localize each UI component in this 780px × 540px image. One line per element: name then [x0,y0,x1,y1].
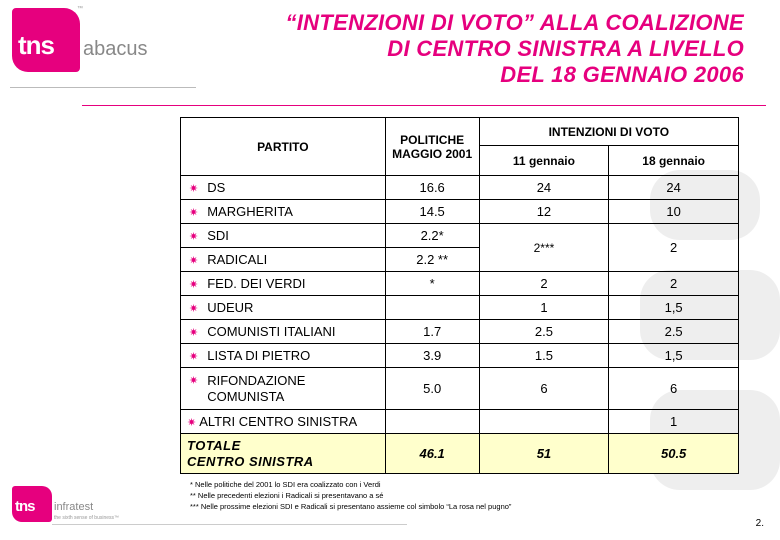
tns-abacus-logo [12,8,192,78]
bullet-icon: ✷ [189,207,199,219]
table-row [181,176,739,200]
politiche-value: 14.5 [385,200,479,224]
bottom-divider [52,524,407,525]
politiche-value: 3.9 [385,344,479,368]
total-row [181,434,739,474]
table-row [181,296,739,320]
footnote-2: ** Nelle precedenti elezioni i Radicali si presentavano a sé [190,491,384,500]
party-name: SDI [207,228,229,243]
total-11: 51 [479,434,609,474]
value-11: 1 [479,296,609,320]
party-name-line-1: RIFONDAZIONE [207,372,306,388]
politiche-value: * [385,272,479,296]
value-18: 1,5 [609,344,739,368]
page-title [204,10,744,88]
value-11 [479,410,609,434]
value-18: 1,5 [609,296,739,320]
party-name: DS [207,180,226,195]
title-divider [82,105,766,106]
party-name-line-2: COMUNISTA [207,388,285,404]
value-18: 2 [609,272,739,296]
value-11: 24 [479,176,609,200]
table-row [181,320,739,344]
politiche-value: 2.2 ** [385,248,479,272]
table-row [181,344,739,368]
header-party: PARTITO [181,118,386,176]
party-name: RADICALI [207,252,268,267]
logo-brand: tns [15,498,35,515]
tns-infratest-logo [12,486,142,526]
value-11: 12 [479,200,609,224]
politiche-value [385,296,479,320]
value-18: 6 [609,368,739,410]
party-name: COMUNISTI ITALIANI [207,324,336,339]
header-politiche: POLITICHE MAGGIO 2001 [385,118,479,176]
bullet-icon: ✷ [187,417,197,429]
party-name: UDEUR [207,300,254,315]
bullet-icon: ✷ [189,327,199,339]
logo-tm: ™ [77,6,83,12]
value-18: 1 [609,410,739,434]
logo-sub: infratest [54,501,94,513]
footnotes [190,479,511,512]
page-number: 2. [755,518,764,529]
value-18: 2.5 [609,320,739,344]
footnote-1: * Nelle politiche del 2001 lo SDI era coalizzato con i Verdi [190,480,381,489]
party-name: LISTA DI PIETRO [207,348,311,363]
header-11-gennaio: 11 gennaio [479,146,609,176]
bullet-icon: ✷ [189,231,199,243]
politiche-value: 16.6 [385,176,479,200]
merged-value-18: 2 [609,224,739,272]
bullet-icon: ✷ [189,279,199,291]
total-label-line-1: TOTALE [187,437,241,453]
bullet-icon: ✷ [189,351,199,363]
table-row [181,368,739,410]
party-name: MARGHERITA [207,204,293,219]
logo-sub: abacus [83,38,148,60]
table-row [181,200,739,224]
politiche-value: 1.7 [385,320,479,344]
header-18-gennaio: 18 gennaio [609,146,739,176]
value-18: 24 [609,176,739,200]
total-18: 50.5 [609,434,739,474]
title-line-3: DEL 18 GENNAIO 2006 [500,62,744,87]
bullet-icon: ✷ [189,255,199,267]
merged-value-11: 2*** [479,224,609,272]
value-11: 2 [479,272,609,296]
total-politiche: 46.1 [385,434,479,474]
footnote-3: *** Nelle prossime elezioni SDI e Radicali si presentano assieme col simbolo “La rosa nel pugno” [190,502,512,511]
party-name: ALTRI CENTRO SINISTRA [199,414,358,429]
logo-underline [10,87,196,88]
value-11: 1.5 [479,344,609,368]
header-intenzioni: INTENZIONI DI VOTO [479,118,738,146]
title-line-1: “INTENZIONI DI VOTO” ALLA COALIZIONE [285,10,744,35]
politiche-value: 5.0 [385,368,479,410]
vote-intentions-table [180,117,739,474]
value-18: 10 [609,200,739,224]
table-row [181,272,739,296]
title-line-2: DI CENTRO SINISTRA A LIVELLO [387,36,744,61]
party-name: FED. DEI VERDI [207,276,306,291]
politiche-value: 2.2* [385,224,479,248]
value-11: 2.5 [479,320,609,344]
politiche-value [385,410,479,434]
logo-brand: tns [18,30,54,60]
table-row [181,224,739,248]
logo-tagline: the sixth sense of business™ [54,515,120,521]
value-11: 6 [479,368,609,410]
total-label-line-2: CENTRO SINISTRA [187,453,314,469]
bullet-icon: ✷ [189,303,199,315]
table-row [181,410,739,434]
bullet-icon: ✷ [189,183,199,195]
bullet-icon: ✷ [189,374,199,387]
